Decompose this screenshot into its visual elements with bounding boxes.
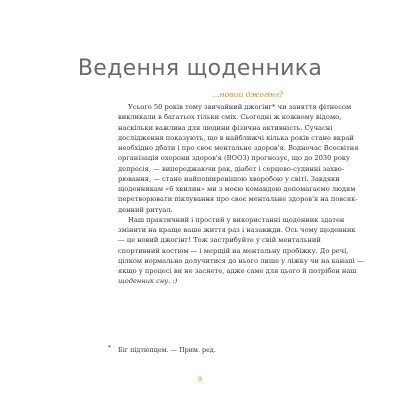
paragraph-1-line: Усього 50 років тому звичайний джогінг* чи заняття фітнесом [128, 103, 352, 111]
paragraph-2-line: змінити на краще ваше життя раз і назавжди. Ось чому щоденник [118, 226, 356, 234]
chapter-title: Ведення щоденника [77, 56, 323, 81]
paragraph-1-line: перетворювати піклування про своє ментальне здоров'я на повсяк- [118, 195, 358, 204]
paragraph-1-line: денний ритуал. [118, 205, 173, 214]
paragraph-2-line: якщо у процесі ви не заснете, адже саме для цього й потрібен наш [118, 267, 357, 275]
paragraph-2-line: спортивний костюм — і мерщій на ментальну пробіжку. До речі, [118, 246, 349, 255]
chapter-epigraph: ...новий джогінг? [212, 90, 283, 99]
paragraph-1-line: щоденникам «6 хвилин» ми з моєю командою допомагаємо людям [118, 185, 356, 193]
footnote-mark: * [108, 345, 111, 351]
paragraph-2-line: — це новий джогінг! Тож застрибуйте у свій ментальний [118, 236, 321, 245]
paragraph-2-line: цілком нормально долучитися до нього лише у ліжку чи на канапі — [118, 256, 364, 265]
paragraph-1-line: депресія, — випереджаючи рак, діабет і серцево-судинні захво- [118, 164, 345, 173]
page-number: 9 [197, 375, 203, 383]
footnote-text: Біг підтюпцем. — Прим. ред. [118, 346, 216, 354]
paragraph-1-line: організація охорони здоров'я (ВООЗ) прогнозує, що до 2030 року [118, 154, 350, 163]
body-text [118, 102, 364, 287]
paragraph-2-line: щоденник сну. :) [118, 277, 178, 286]
footnote [108, 345, 216, 355]
paragraph-1-line: необхідно дбати і про своє ментальне здоров'я. Водночас Всесвітня [118, 144, 359, 152]
paragraph-1-line: рювання, — стане найпоширенішою хворобою у світі. Завдяки [118, 174, 340, 183]
paragraph-1-line: наскільки важлива для людини фізична активність. Сучасні [118, 123, 333, 132]
paragraph-1-line: дослідження показують, що в найближчі кілька років стане вкрай [118, 133, 354, 142]
paragraph-2-line: Наш практичний і простий у використанні щоденник здатен [128, 215, 345, 224]
paragraph-1-line: викликали в багатьох тільки сміх. Сьогодні ж кожному відомо, [118, 113, 342, 122]
